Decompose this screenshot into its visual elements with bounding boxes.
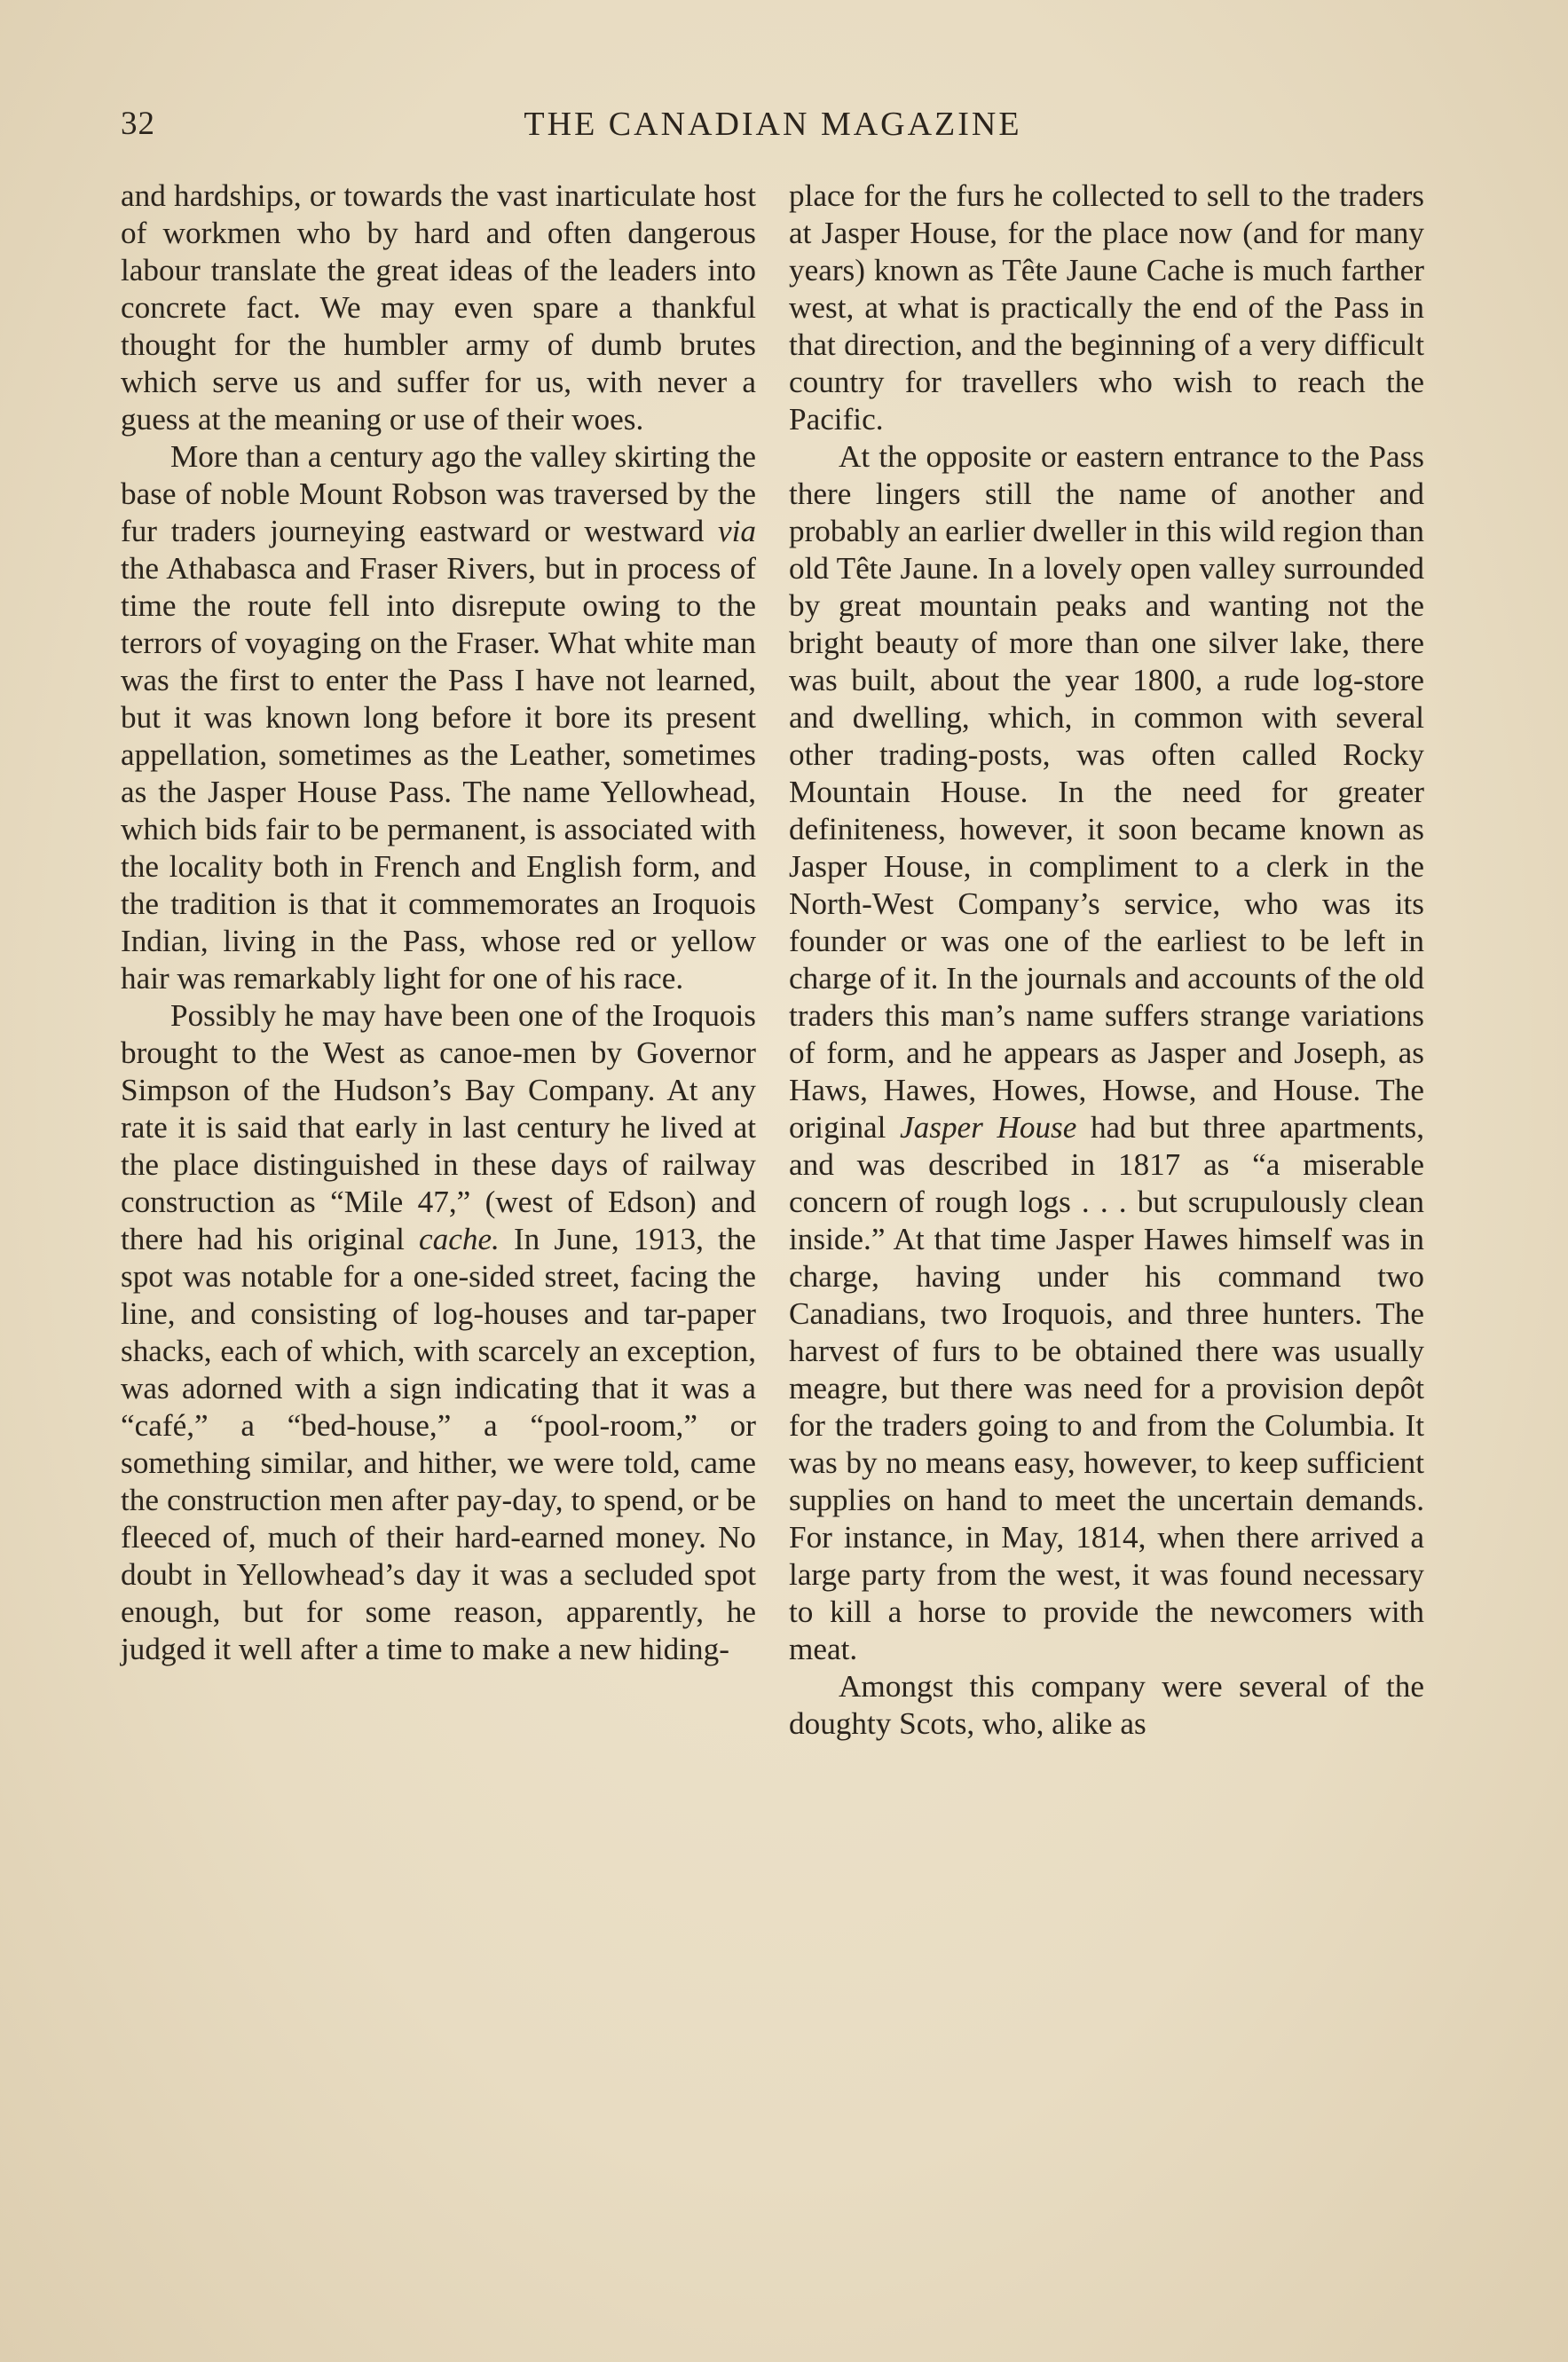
- paragraph-text: had but three apartments, and was described in 1817 as “a miserable concern of rough logs . . . but scrupulously clean inside.” At that time Jasper Hawes himself was in charge, having under his command two Canadians, two Iroquois, and three hunters. The harvest of furs to be obtained there was usually meagre, but there was need for a provision depôt for the traders going to and from the Columbia. It was by no means easy, however, to keep sufficient supplies on hand to meet the uncertain demands. For instance, in May, 1814, when there arrived a large party from the west, it was found necessary to kill a horse to provide the newcomers with meat.: [789, 1110, 1424, 1666]
- italic-text: cache.: [419, 1222, 500, 1256]
- paragraph-text: Possibly he may have been one of the Iroquois brought to the West as canoe-men by Governor Simpson of the Hudson’s Bay Company. At any rate it is said that early in last century he lived at the place distinguished in these days of railway construction as “Mile 47,” (west of Edson) and there had his original: [121, 998, 756, 1256]
- paragraph-text: the Athabasca and Fraser Rivers, but in process of time the route fell into disrepute owing to the terrors of voyaging on the Fraser. What white man was the first to enter the Pass I have not learned, but it was known long before it bore its present appellation, sometimes as the Leather, sometimes as the Jasper House Pass. The name Yellowhead, which bids fair to be permanent, is associated with the locality both in French and English form, and the tradition is that it commemorates an Iroquois Indian, living in the Pass, whose red or yellow hair was remarkably light for one of his race.: [121, 551, 756, 996]
- page-number: 32: [121, 106, 155, 142]
- paragraph-text: Amongst this company were several of the doughty Scots, who, alike as: [789, 1669, 1424, 1741]
- paragraph: [789, 177, 1424, 438]
- paragraph-text: place for the furs he collected to sell to the traders at Jasper House, for the place now (and for many years) known as Tête Jaune Cache is much farther west, at what is practically the end of the Pass in that direction, and the beginning of a very difficult country for travellers who wish to reach the Pacific.: [789, 178, 1424, 437]
- italic-text: Jasper House: [900, 1110, 1077, 1145]
- paragraph-text: At the opposite or eastern entrance to the Pass there lingers still the name of another and probably an earlier dweller in this wild region than old Tête Jaune. In a lovely open valley surrounded by great mountain peaks and wanting not the bright beauty of more than one silver lake, there was built, about the year 1800, a rude log-store and dwelling, which, in common with several other trading-posts, was often called Rocky Mountain House. In the need for greater definiteness, however, it soon became known as Jasper House, in compliment to a clerk in the North-West Company’s service, who was its founder or was one of the earliest to be left in charge of it. In the journals and accounts of the old traders this man’s name suffers strange variations of form, and he appears as Jasper and Joseph, as Haws, Hawes, Howes, Howse, and House. The original: [789, 439, 1424, 1145]
- paragraph: [789, 438, 1424, 1668]
- paragraph-text: In June, 1913, the spot was notable for a one-sided street, facing the line, and consisting of log-houses and tar-paper shacks, each of which, with scarcely an exception, was adorned with a sign indicating that it was a “café,” a “bed-house,” a “pool-room,” or something similar, and hither, we were told, came the construction men after pay-day, to spend, or be fleeced of, much of their hard-earned money. No doubt in Yellowhead’s day it was a secluded spot enough, but for some reason, apparently, he judged it well after a time to make a new hiding-: [121, 1222, 756, 1666]
- running-title: THE CANADIAN MAGAZINE: [524, 106, 1022, 143]
- paragraph: [121, 177, 756, 438]
- paragraph-text: and hardships, or towards the vast inarticulate host of workmen who by hard and often dangerous labour translate the great ideas of the leaders into concrete fact. We may even spare a thankful thought for the humbler army of dumb brutes which serve us and suffer for us, with never a guess at the meaning or use of their woes.: [121, 178, 756, 437]
- page-header: [121, 105, 1425, 158]
- right-column: [789, 177, 1424, 2245]
- paragraph: [789, 1668, 1424, 1743]
- paragraph: [121, 997, 756, 1668]
- paragraph: [121, 438, 756, 997]
- italic-text: via: [718, 514, 756, 548]
- left-column: [121, 177, 756, 2245]
- paragraph-text: More than a century ago the valley skirting the base of noble Mount Robson was traversed by the fur traders journeying eastward or westward: [121, 439, 756, 548]
